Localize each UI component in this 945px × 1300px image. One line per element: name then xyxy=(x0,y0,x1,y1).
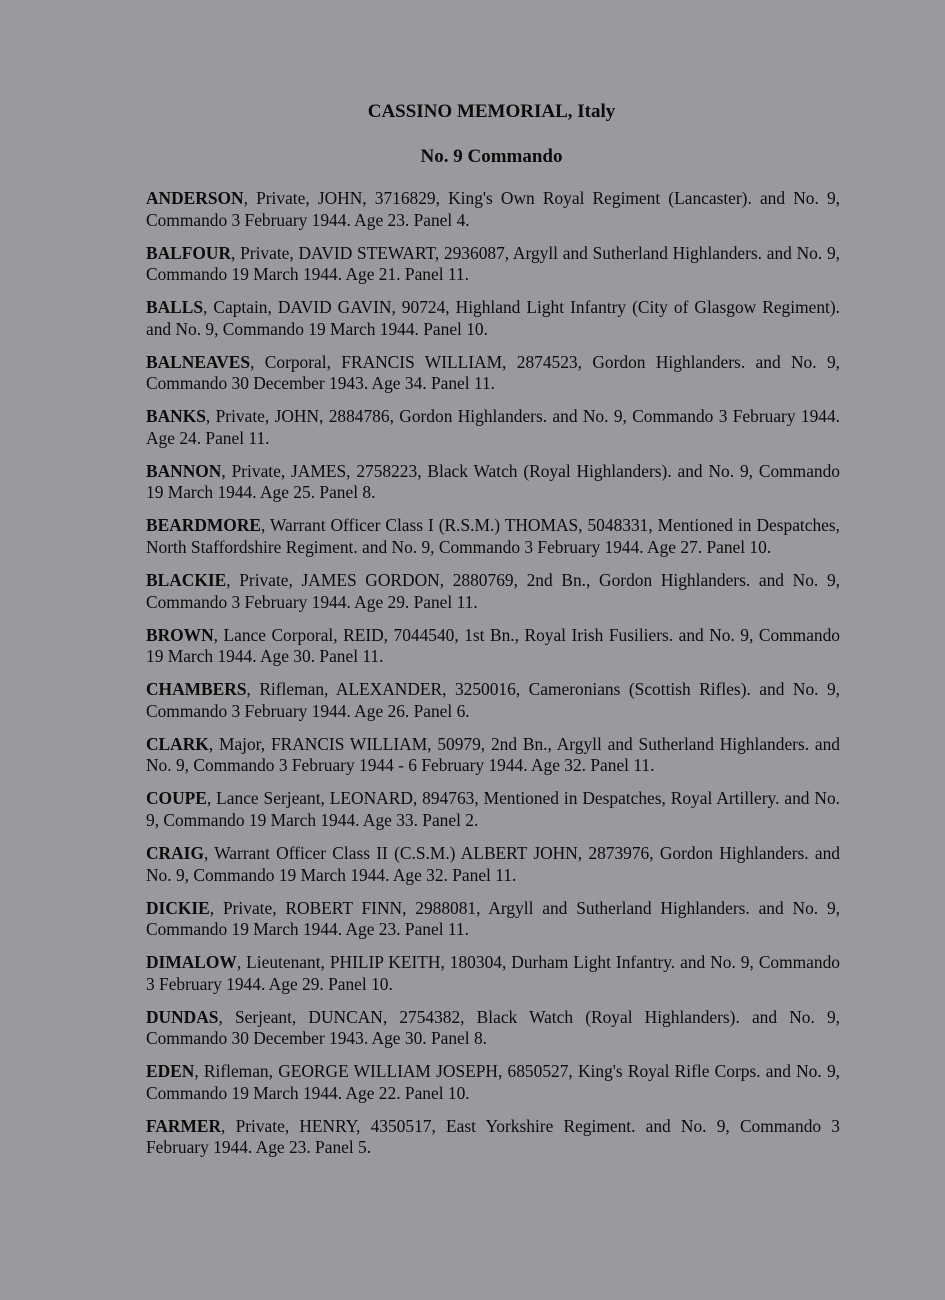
entry-details: , Serjeant, DUNCAN, 2754382, Black Watch (Royal Highlanders). and No. 9, Commando 30 December 1943. Age 30. Panel 8. xyxy=(146,1006,840,1049)
entry-surname: BEARDMORE xyxy=(146,515,261,536)
entry-details: , Lance Corporal, REID, 7044540, 1st Bn., Royal Irish Fusiliers. and No. 9, Commando 19 March 1944. Age 30. Panel 11. xyxy=(146,624,840,667)
entry-details: , Major, FRANCIS WILLIAM, 50979, 2nd Bn., Argyll and Sutherland Highlanders. and No. 9, Commando 3 February 1944 - 6 February 1944. Age 32. Panel 11. xyxy=(146,733,840,776)
memorial-entry xyxy=(146,352,840,395)
entry-surname: DUNDAS xyxy=(146,1006,219,1027)
entry-surname: FARMER xyxy=(146,1115,222,1136)
entry-details: , Warrant Officer Class II (C.S.M.) ALBERT JOHN, 2873976, Gordon Highlanders. and No. 9, Commando 19 March 1944. Age 32. Panel 11. xyxy=(146,842,840,885)
entry-details: , Lieutenant, PHILIP KEITH, 180304, Durham Light Infantry. and No. 9, Commando 3 February 1944. Age 29. Panel 10. xyxy=(146,952,840,994)
memorial-entry xyxy=(146,188,840,231)
entry-details: , Private, ROBERT FINN, 2988081, Argyll and Sutherland Highlanders. and No. 9, Commando 19 March 1944. Age 23. Panel 11. xyxy=(146,897,840,940)
memorial-entry xyxy=(146,734,840,777)
memorial-entry xyxy=(146,570,840,613)
entry-surname: CLARK xyxy=(146,733,209,754)
memorial-entry xyxy=(146,625,840,668)
entry-surname: CRAIG xyxy=(146,842,204,863)
entry-details: , Captain, DAVID GAVIN, 90724, Highland Light Infantry (City of Glasgow Regiment). and No. 9, Commando 19 March 1944. Panel 10. xyxy=(146,297,840,339)
entry-surname: EDEN xyxy=(146,1061,195,1082)
entry-details: , Warrant Officer Class I (R.S.M.) THOMAS, 5048331, Mentioned in Despatches, North Staffordshire Regiment. and No. 9, Commando 3 February 1944. Age 27. Panel 10. xyxy=(146,515,840,558)
memorial-entry xyxy=(146,898,840,941)
entry-surname: BANKS xyxy=(146,406,206,427)
entry-details: , Lance Serjeant, LEONARD, 894763, Mentioned in Despatches, Royal Artillery. and No. 9, Commando 19 March 1944. Age 33. Panel 2. xyxy=(146,788,840,830)
entry-details: , Private, JOHN, 2884786, Gordon Highlanders. and No. 9, Commando 3 February 1944. Age 24. Panel 11. xyxy=(146,406,840,448)
entry-surname: ANDERSON xyxy=(146,188,244,208)
entry-details: , Private, JAMES, 2758223, Black Watch (Royal Highlanders). and No. 9, Commando 19 March 1944. Age 25. Panel 8. xyxy=(146,460,840,503)
entry-details: , Private, JAMES GORDON, 2880769, 2nd Bn., Gordon Highlanders. and No. 9, Commando 3 February 1944. Age 29. Panel 11. xyxy=(146,570,840,612)
memorial-entry xyxy=(146,515,840,558)
entry-surname: BALNEAVES xyxy=(146,351,251,372)
entry-surname: DIMALOW xyxy=(146,952,237,973)
memorial-entry xyxy=(146,843,840,886)
entry-details: , Private, HENRY, 4350517, East Yorkshire Regiment. and No. 9, Commando 3 February 1944. Age 23. Panel 5. xyxy=(146,1115,840,1158)
entry-surname: DICKIE xyxy=(146,897,210,918)
page-title: CASSINO MEMORIAL, Italy xyxy=(367,101,616,122)
memorial-entry xyxy=(146,788,840,831)
entry-details: , Corporal, FRANCIS WILLIAM, 2874523, Gordon Highlanders. and No. 9, Commando 30 December 1943. Age 34. Panel 11. xyxy=(146,351,840,394)
entry-details: , Private, DAVID STEWART, 2936087, Argyll and Sutherland Highlanders. and No. 9, Commando 19 March 1944. Age 21. Panel 11. xyxy=(146,242,840,285)
memorial-entry xyxy=(146,1116,840,1159)
memorial-entry-list xyxy=(146,188,840,1170)
entry-surname: BANNON xyxy=(146,460,222,481)
entry-surname: BALFOUR xyxy=(146,242,232,263)
page-subtitle: No. 9 Commando xyxy=(420,146,563,167)
memorial-entry xyxy=(146,679,840,722)
entry-surname: BALLS xyxy=(146,297,204,318)
entry-details: , Private, JOHN, 3716829, King's Own Royal Regiment (Lancaster). and No. 9, Commando 3 February 1944. Age 23. Panel 4. xyxy=(146,188,840,230)
entry-details: , Rifleman, GEORGE WILLIAM JOSEPH, 6850527, King's Royal Rifle Corps. and No. 9, Commando 19 March 1944. Age 22. Panel 10. xyxy=(146,1061,840,1103)
memorial-entry xyxy=(146,1061,840,1104)
memorial-entry xyxy=(146,952,840,995)
entry-surname: BROWN xyxy=(146,624,214,645)
memorial-entry xyxy=(146,461,840,504)
entry-details: , Rifleman, ALEXANDER, 3250016, Cameronians (Scottish Rifles). and No. 9, Commando 3 February 1944. Age 26. Panel 6. xyxy=(146,679,840,721)
memorial-entry xyxy=(146,1007,840,1050)
memorial-entry xyxy=(146,297,840,340)
entry-surname: COUPE xyxy=(146,788,207,809)
memorial-entry xyxy=(146,406,840,449)
entry-surname: BLACKIE xyxy=(146,570,227,591)
memorial-entry xyxy=(146,243,840,286)
entry-surname: CHAMBERS xyxy=(146,679,247,700)
